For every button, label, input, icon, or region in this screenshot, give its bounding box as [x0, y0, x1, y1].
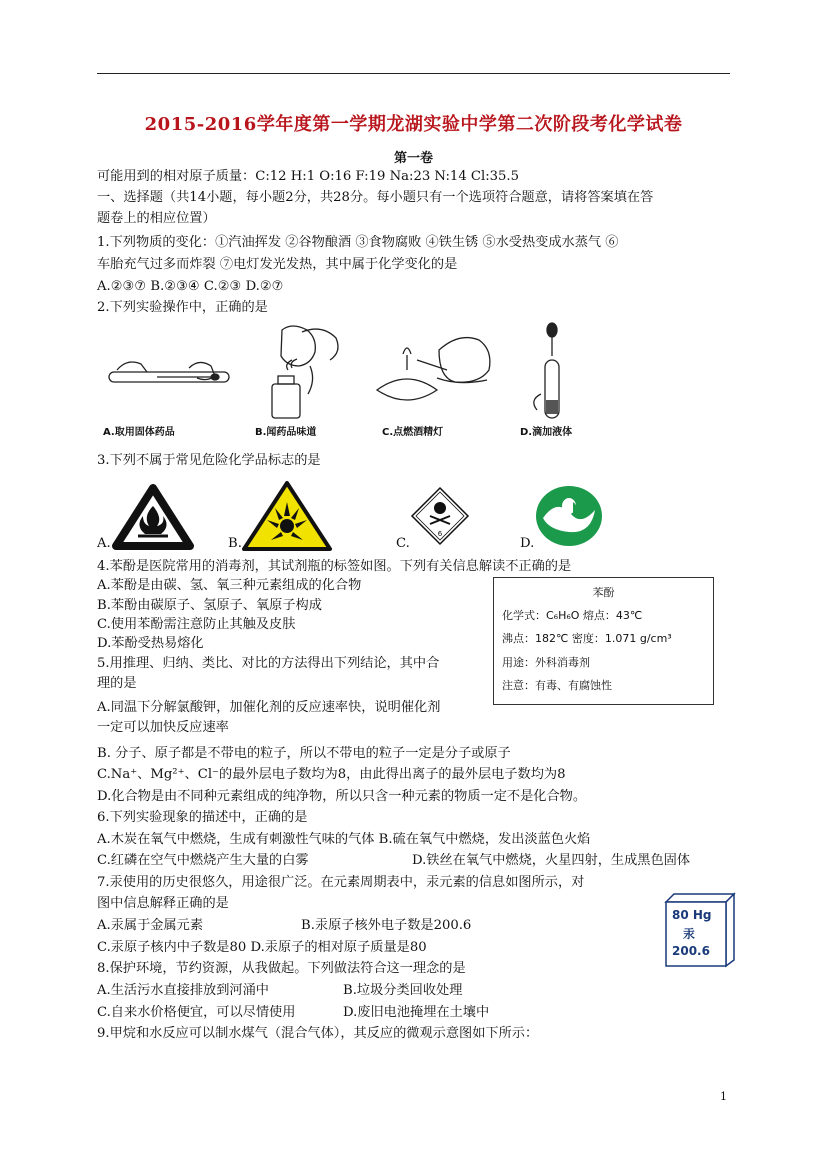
q6-option-c: C.红磷在空气中燃烧产生大量的白雾 [97, 853, 309, 868]
q6-stem: 6.下列实验现象的描述中，正确的是 [97, 810, 308, 825]
label-use: 用途：外科消毒剂 [502, 656, 590, 669]
header-rule [97, 73, 730, 74]
q7-stem-1: 7.汞使用的历史很悠久，用途很广泛。在元素周期表中，汞元素的信息如图所示，对 [97, 875, 585, 890]
q7-option-a: A.汞属于金属元素 [97, 918, 204, 933]
page-number: 1 [720, 1090, 727, 1103]
green-environment-sign-icon [533, 484, 605, 548]
instructions-line-1: 一、选择题（共14小题，每小题2分，共28分。每小题只有一个选项符合题意，请将答案填在答 [97, 190, 654, 205]
q6-options-ab: A.木炭在氧气中燃烧，生成有刺激性气味的气体 B.硫在氧气中燃烧，发出淡蓝色火焰 [97, 832, 591, 847]
q5-option-a-2: 一定可以加快反应速率 [97, 720, 229, 735]
label-formula: 化学式：C₆H₆O 熔点：43℃ [502, 609, 643, 622]
q4-option-d: D.苯酚受热易熔化 [97, 636, 204, 651]
q1-line-2: 车胎充气过多而炸裂 ⑦电灯发光发热，其中属于化学变化的是 [97, 257, 458, 272]
label-name: 苯酚 [592, 586, 615, 599]
alcohol-lamp-figure [377, 338, 490, 400]
q7-options-cd: C.汞原子核内中子数是80 D.汞原子的相对原子质量是80 [97, 940, 427, 955]
q5-option-a-1: A.同温下分解氯酸钾，加催化剂的反应速率快，说明催化剂 [97, 700, 441, 715]
instructions-line-2: 题卷上的相应位置） [97, 211, 216, 226]
q3-label-b: B. [228, 536, 242, 551]
q3-stem: 3.下列不属于常见危险化学品标志的是 [97, 453, 321, 468]
q8-stem: 8.保护环境，节约资源，从我做起。下列做法符合这一理念的是 [97, 961, 466, 976]
dropper-figure [534, 323, 559, 418]
atomic-masses: 可能用到的相对原子质量：C:12 H:1 O:16 F:19 Na:23 N:14 Cl:35.5 [97, 169, 520, 184]
q4-stem: 4.苯酚是医院常用的消毒剂，其试剂瓶的标签如图。下列有关信息解读不正确的是 [97, 559, 572, 574]
q4-option-b: B.苯酚由碳原子、氢原子、氧原子构成 [97, 598, 322, 613]
q2-caption-d: D.滴加液体 [520, 427, 573, 438]
q5-stem-2: 理的是 [97, 676, 137, 691]
q2-stem: 2.下列实验操作中，正确的是 [97, 300, 268, 315]
q2-illustrations [97, 320, 617, 425]
mercury-element-cell [660, 890, 738, 970]
q5-option-d: D.化合物是由不同种元素组成的纯净物，所以只含一种元素的物质一定不是化合物。 [97, 789, 587, 804]
q3-label-a: A. [97, 536, 111, 551]
q5-stem-1: 5.用推理、归纳、类比、对比的方法得出下列结论，其中合 [97, 656, 440, 671]
q8-option-b: B.垃圾分类回收处理 [343, 983, 463, 998]
solid-reagent-figure [109, 362, 229, 382]
section-heading: 第一卷 [393, 151, 433, 166]
phenol-reagent-label [493, 577, 714, 705]
q9-stem: 9.甲烷和水反应可以制水煤气（混合气体），其反应的微观示意图如下所示： [97, 1026, 539, 1041]
q7-option-b: B.汞原子核外电子数是200.6 [301, 918, 472, 933]
q1-line-1: 1.下列物质的变化：①汽油挥发 ②谷物酿酒 ③食物腐败 ④铁生锈 ⑤水受热变成水蒸气 ⑥ [97, 235, 619, 250]
q2-caption-b: B.闻药品味道 [255, 427, 317, 438]
q1-options: A.②③⑦ B.②③④ C.②③ D.②⑦ [97, 279, 284, 294]
q5-option-c: C.Na⁺、Mg²⁺、Cl⁻的最外层电子数均为8，由此得出离子的最外层电子数均为8 [97, 767, 566, 782]
q5-option-b: B. 分子、原子都是不带电的粒子，所以不带电的粒子一定是分子或原子 [97, 746, 511, 761]
explosive-sign-icon [241, 480, 333, 552]
toxic-class-number: 6 [437, 530, 443, 538]
exam-title: 2015-2016学年度第一学期龙湖实验中学第二次阶段考化学试卷 [144, 114, 683, 135]
cell-mass: 200.6 [672, 944, 710, 958]
q4-option-a: A.苯酚是由碳、氢、氧三种元素组成的化合物 [97, 578, 362, 593]
cell-number-symbol: 80 Hg [672, 908, 712, 922]
q4-option-c: C.使用苯酚需注意防止其触及皮肤 [97, 617, 296, 632]
q8-option-a: A.生活污水直接排放到河涌中 [97, 983, 269, 998]
q3-label-c: C. [396, 536, 410, 551]
flammable-sign-icon [112, 484, 194, 550]
q3-label-d: D. [520, 536, 535, 551]
cell-name: 汞 [683, 927, 696, 941]
q2-caption-c: C.点燃酒精灯 [382, 427, 444, 438]
q8-option-d: D.废旧电池掩埋在土壤中 [343, 1005, 490, 1020]
label-boiling: 沸点：182℃ 密度：1.071 g/cm³ [502, 632, 672, 645]
label-note: 注意：有毒、有腐蚀性 [502, 679, 612, 692]
toxic-sign-icon [410, 486, 470, 546]
q2-caption-a: A.取用固体药品 [103, 427, 175, 438]
smell-figure [272, 326, 338, 418]
q7-stem-2: 图中信息解释正确的是 [97, 896, 229, 911]
q6-option-d: D.铁丝在氧气中燃烧，火星四射，生成黑色固体 [412, 853, 691, 868]
q8-option-c: C.自来水价格便宜，可以尽情使用 [97, 1005, 296, 1020]
